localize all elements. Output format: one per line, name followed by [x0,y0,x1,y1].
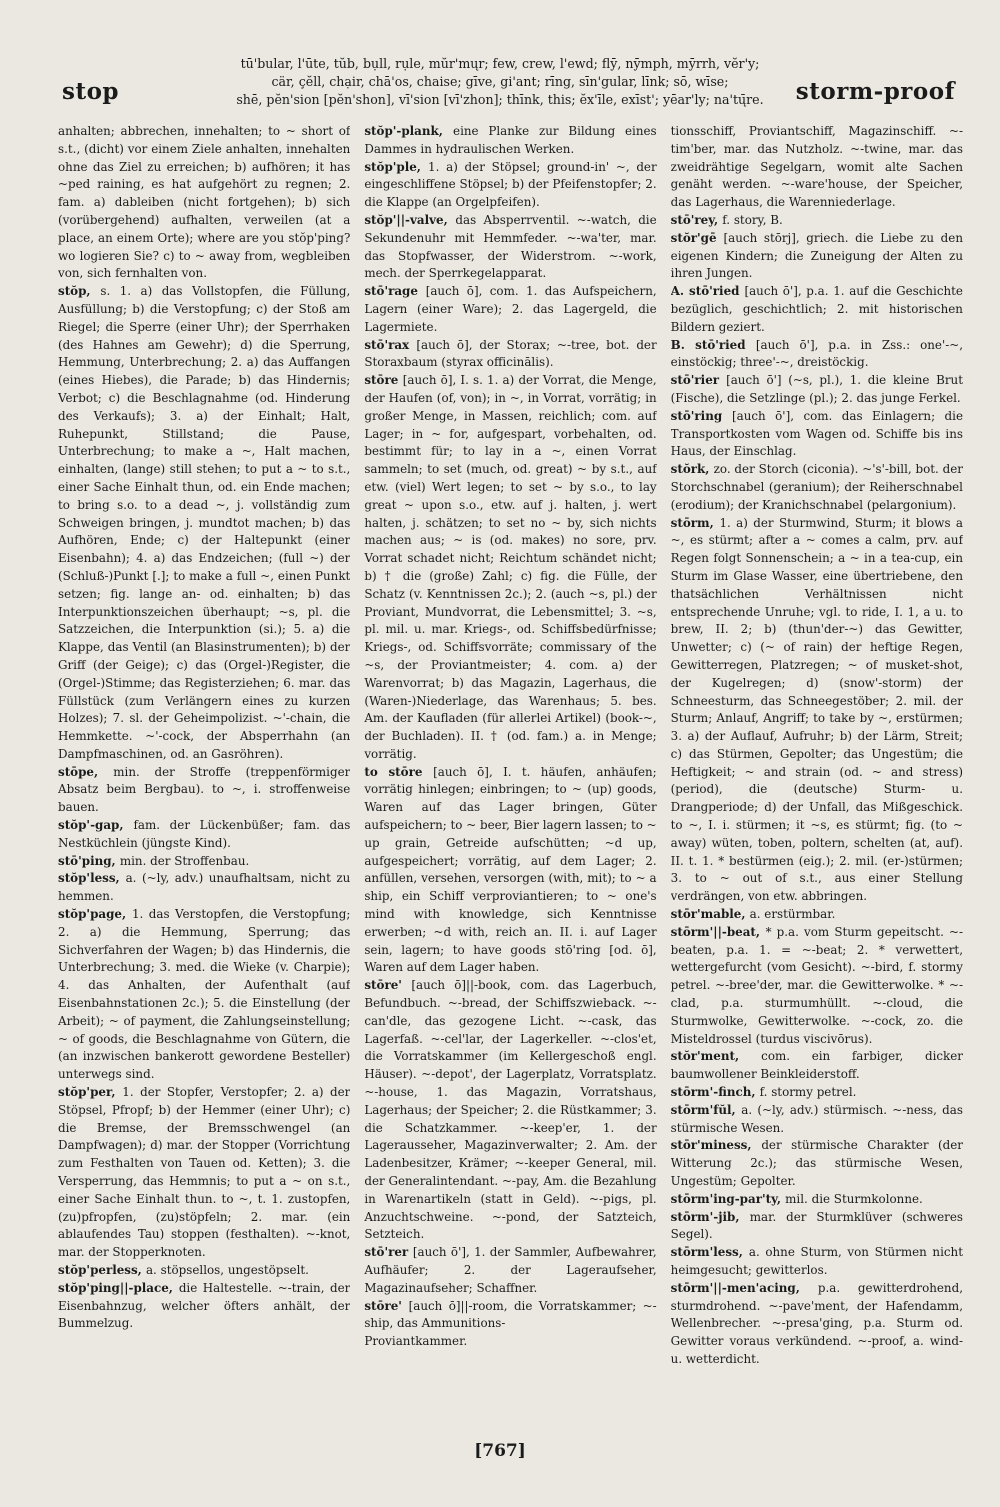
entry-definition: 1. a) der Stöpsel; ground-in' ~, der eingeschliffene Stöpsel; b) der Pfeifenstopfer; 2. die Klappe (an Orgelpfeifen). [364,159,657,210]
entry-definition: zo. der Storch (ciconia). ~'s'-bill, bot. der Storchschnabel (geranium); der Reiherschnabel (erodium); der Kranichschnabel (pelargonium). [670,462,963,512]
dictionary-entry [58,906,350,1084]
dictionary-entry [58,283,350,764]
entry-definition: com. ein farbiger, dicker baumwollener Beinkleiderstoff. [670,1049,963,1082]
pronunciation-key [220,55,780,109]
entry-definition: a. erstürmbar. [749,907,836,922]
dictionary-entry [364,283,656,336]
entry-definition: a. (~ly, adv.) unaufhaltsam, nicht zu hemmen. [58,871,351,904]
dictionary-entry [671,408,963,461]
column-left [58,123,350,1423]
dictionary-entry [58,1262,350,1280]
entry-headword: stŏp'less, [58,871,126,886]
entry-definition: a. (~ly, adv.) stürmisch. ~-ness, das stürmische Wesen. [670,1102,963,1135]
dictionary-entry [364,977,656,1244]
entry-headword: stŏp'-plank, [364,124,454,138]
dictionary-entry [671,461,963,514]
entry-definition: [auch ō'], p.a. 1. auf die Geschichte bezüglich, geschichtlich; 2. mit historischen Bildern geziert. [670,284,963,334]
dictionary-entry [364,1244,656,1297]
entry-headword: stō'rage [364,284,426,299]
dictionary-entry [671,283,963,336]
entry-definition: das Absperrventil. ~-watch, die Sekundenuhr mit Hemmfeder. ~-wa'ter, mar. das Stopfwasser, der Widerstrom. ~-work, mech. der Sperrkegelapparat. [364,212,657,281]
dictionary-entry [58,764,350,817]
dictionary-entry [58,853,350,871]
column-right [671,123,963,1423]
entry-headword: stōrm'||-beat, [670,924,766,939]
entry-headword: stōrm'-finch, [670,1085,760,1100]
entry-definition: * p.a. vom Sturm gepeitscht. ~-beaten, p.a. 1. = ~-beat; 2. * verwettert, wettergefurcht (vom Gesicht). ~-bird, f. stormy petrel. ~-bree'der, mar. die Gewitterwolke. * ~-clad, p.a. sturmumhüllt. ~-cloud, die Sturmwolke, Gewitterwolke. ~-cock, zo. die Misteldrossel (turdus viscivōrus). [670,924,963,1046]
entry-headword: stŏp'ping||-place, [58,1280,179,1295]
entry-headword: stō'rey, [670,212,723,227]
entry-headword: to stōre [364,764,434,779]
dictionary-entry [671,906,963,924]
entry-headword: stōpe, [58,764,114,779]
dictionary-entry [671,1102,963,1138]
entry-headword: stōrm'-jib, [670,1209,750,1224]
entry-definition: [auch ō]||-book, com. das Lagerbuch, Befundbuch. ~-bread, der Schiffszwieback. ~-can'dle, das gezogene Licht. ~-cask, das Lagerfaß. ~-cel'lar, der Lagerkeller. ~-clos'et, die Vorratskammer (im Kellergeschoß engl. Häuser). ~-depot', der Lagerplatz, Vorratsplatz. ~-house, 1. das Magazin, Vorratshaus, Lagerhaus; der Speicher; 2. die Rüstkammer; 3. die Schatzkammer. ~-keep'er, 1. der Lagerausseher, Magazinverwalter; 2. Am. der Ladenbesitzer, Krämer; ~-keeper General, mil. der Generalintendant. ~-pay, Am. die Bezahlung in Warenartikeln (statt in Geld). ~-pigs, pl. Anzuchtschweine. ~-pond, der Satzteich, Setzteich. [364,978,657,1242]
entry-headword: stŏr'gē [670,230,724,245]
entry-definition: [auch ō]||-room, die Vorratskammer; ~-ship, das Ammunitions- [364,1298,657,1331]
dictionary-entry [671,1048,963,1084]
entry-headword: stŏp'perless, [58,1263,146,1277]
entry-definition: [auch ō], der Storax; ~-tree, bot. der Storaxbaum (styrax officinālis). [364,337,657,370]
dictionary-entry [364,159,656,212]
left-guide-word: stop [62,78,119,105]
dictionary-entry [58,1084,350,1262]
entry-headword: stōre' [364,1298,409,1313]
dictionary-entry [671,1191,963,1209]
entry-definition: 1. a) der Sturmwind, Sturm; it blows a ~, es stürmt; after a ~ comes a calm, prv. auf Regen folgt Sonnenschein; a ~ in a tea-cup, ein Sturm im Glase Wasser, eine übertriebene, den thatsächlichen Verhältnissen nicht entsprechende Unruhe; vgl. to ride, I. 1, a u. to brew, II. 2; b) (thun'der-~) das Gewitter, Unwetter; c) (~ of rain) der heftige Regen, Gewitterregen, Platzregen; ~ of musket-shot, der Kugelregen; d) (snow'-storm) der Schneesturm, das Schneegestöber; 2. mil. der Sturm; Anlauf, Angriff; to take by ~, erstürmen; 3. a) der Auflauf, Aufruhr; b) der Lärm, Streit; c) das Stürmen, Gepolter; das Ungestüm; die Heftigkeit; ~ and strain (od. ~ and stress) (period), die (deutsche) Sturm- u. Drangperiode; d) der Unfall, das Mißgeschick. to ~, I. i. stürmen; it ~s, es stürmt; fig. (to ~ away) wüten, toben, poltern, schelten (at, auf). II. t. 1. * bestürmen (eig.); 2. mil. (er-)stürmen; 3. to ~ out of s.t., aus einer Stellung verdrängen, von etw. abbringen. [670,515,963,904]
entry-headword: stŏp'ple, [364,159,429,174]
entry-definition: 1. das Verstopfen, die Verstopfung; 2. a) die Hemmung, Sperrung; das Sichverfahren der Wagen; b) das Hindernis, die Unterbrechung; 3. med. die Wieke (v. Charpie); 4. das Anhalten, der Aufenthalt (auf Eisenbahnstationen 2c.); 5. die Einstellung (der Arbeit); ~ of payment, die Zahlungseinstellung; ~ of goods, die Beschlagnahme von Gütern, die (an inzwischen bankerott gewordene Besteller) unterwegs sind. [58,907,351,1082]
dictionary-entry [364,1333,656,1351]
entry-definition: [auch ō], I. t. häufen, anhäufen; vorrätig hinlegen; einbringen; to ~ (up) goods, Waren auf das Lager bringen, Güter aufspeichern; to ~ beer, Bier lagern lassen; to ~ up grain, Getreide aufschütten; ~d up, aufgespeichert; vorrätig, auf dem Lager; 2. anfüllen, versehen, versorgen (with, mit); to ~ a ship, ein Schiff verproviantieren; to ~ one's mind with knowledge, sich Kenntnisse erwerben; ~d with, reich an. II. i. auf Lager sein, lagern; to have goods stō'ring [od. ō], Waren auf dem Lager haben. [364,764,657,975]
dictionary-entry [671,1137,963,1190]
entry-definition: anhalten; abbrechen, innehalten; to ~ short of s.t., (dicht) vor einem Ziele anhalten, innehalten ohne das Ziel zu erreichen; b) aufhören; it has ~ped raining, es hat aufgehört zu regnen; 2. fam. a) dableiben (nicht fortgehen); b) sich (vorübergehend) aufhalten, verweilen (at a place, an einem Orte); where are you stŏp'ping? wo logieren Sie? c) to ~ away from, wegbleiben von, sich fernhalten von. [58,124,351,281]
entry-definition: mil. die Sturmkolonne. [785,1191,923,1206]
dictionary-entry [58,1280,350,1333]
dictionary-entry [671,212,963,230]
entry-definition: p.a. gewitterdrohend, sturmdrohend. ~-pave'ment, der Hafendamm, Wellenbrecher. ~-presa'ging, p.a. Sturm od. Gewitter voraus verkündend. ~-proof, a. wind- u. wetterdicht. [670,1280,963,1366]
entry-definition: eine Planke zur Bildung eines Dammes in hydraulischen Werken. [364,124,657,156]
entry-headword: stōre [364,373,403,388]
entry-definition: [auch ō'], com. das Einlagern; die Transportkosten vom Wagen od. Schiffe bis ins Haus, der Einschlag. [670,408,963,459]
dictionary-entry [364,1298,656,1334]
pronunciation-key-line: shē, pĕn'sion [pĕn'shon], vī'sion [vī'zhon]; thīnk, this; ĕx'īle, exīst'; yēar'ly; na'tų̄re. [236,92,764,107]
entry-headword: stŏr'ment, [670,1049,762,1064]
dictionary-entry [671,230,963,283]
entry-headword: stōr'miness, [670,1138,762,1153]
entry-definition: [auch ō'], 1. der Sammler, Aufbewahrer, Aufhäufer; 2. der Lageraufseher, Magazinaufseher; Schaffner. [364,1245,657,1295]
dictionary-entry [364,764,656,978]
dictionary-entry [671,1280,963,1369]
dictionary-entry [364,372,656,764]
entry-definition: f. story, B. [722,212,783,227]
entry-headword: B. stō'ried [670,337,756,352]
entry-headword: stŏp'page, [58,907,132,922]
dictionary-entry [364,212,656,283]
entry-headword: stōrm'ing-par'ty, [670,1191,786,1206]
page-number: [767] [474,1441,526,1461]
entry-definition: [auch ō'] (~s, pl.), 1. die kleine Brut (Fische), die Setzlinge (pl.); 2. das junge Ferkel. [670,373,963,405]
entry-headword: A. stō'ried [670,284,745,299]
dictionary-entry [58,123,350,283]
dictionary-entry [671,515,963,907]
dictionary-entry [671,1244,963,1280]
entry-headword: stōrm'fŭl, [670,1102,742,1117]
entry-definition: [auch ō], com. 1. das Aufspeichern, Lagern (einer Ware); 2. das Lagergeld, die Lagermiete. [364,284,657,334]
entry-headword: stōrm'less, [670,1245,749,1260]
entry-definition: min. der Stroffe (treppenförmiger Absatz beim Bergbau). to ~, i. stroffenweise bauen. [58,764,351,815]
entry-definition: min. der Stroffenbau. [119,853,250,868]
entry-headword: stō'ring [670,408,732,423]
entry-headword: stŏp, [58,284,101,299]
entry-definition: f. stormy petrel. [759,1085,857,1100]
entry-definition: [auch ō], I. s. 1. a) der Vorrat, die Menge, der Haufen (of, von); in ~, in Vorrat, vorrätig; in großer Menge, in Massen, reichlich; com. auf Lager; in ~ for, aufgespart, vorbehalten, od. bestimmt für; to lay in a ~, einen Vorrat sammeln; to set (much, od. great) ~ by s.t., auf etw. (viel) Wert legen; to set ~ by s.o., to lay great ~ upon s.o., etw. auf j. halten, j. wert halten, j. schätzen; to set no ~ by, sich nichts machen aus; ~ is (od. makes) no sore, prv. Vorrat schadet nicht; Reichtum schändet nicht; b) † die (große) Zahl; c) fig. die Fülle, der Schatz (v. Kenntnissen 2c.); 2. (auch ~s, pl.) der Proviant, Mundvorrat, die Lebensmittel; 3. ~s, pl. mil. u. mar. Kriegs-, od. Schiffsbedürfnisse; Kriegs-, od. Schiffsvorräte; commissary of the ~s, der Proviantmeister; 4. com. a) der Warenvorrat; b) das Magazin, Lagerhaus, die (Waren-)Niederlage, das Warenhaus; 5. bes. Am. der Kaufladen (für allerlei Artikel) (book-~, der Buchladen). II. † (od. fam.) a. in Menge; vorrätig. [364,373,657,761]
dictionary-entry [671,1209,963,1245]
entry-definition: [auch ō'], p.a. in Zss.: one'-~, einstöckig; three'-~, dreistöckig. [670,337,963,370]
dictionary-entry [671,123,963,212]
dictionary-entry [671,924,963,1049]
dictionary-entry [58,817,350,853]
entry-definition: s. 1. a) das Vollstopfen, die Füllung, Ausfüllung; b) die Verstopfung; c) der Stoß am Riegel; die Sperre (einer Uhr); der Sperrhaken (des Hahnes am Gewehr); d) die Sperrung, Hemmung, Unterbrechung; 2. a) das Auffangen (eines Hiebes), die Parade; b) das Hindernis; Verbot; c) die Beschlagnahme (od. Hinderung des Verkaufs); 3. a) der Einhalt; Halt, Ruhepunkt, Stillstand; die Pause, Unterbrechung; to make a ~, Halt machen, einhalten, (lange) still stehen; to put a ~ to s.t., einer Sache Einhalt thun, od. ein Ende machen; to bring s.o. to a dead ~, j. vollständig zum Schweigen bringen, j. mundtot machen; b) das Aufhören, Ende; c) der Haltepunkt (einer Eisenbahn); 4. a) das Endzeichen; (full ~) der (Schluß-)Punkt [.]; to make a full ~, einen Punkt setzen; fig. lange an- od. einhalten; b) das Interpunktionszeichen überhaupt; ~s, pl. die Satzzeichen, die Interpunktion (si.); 5. a) die Klappe, das Ventil (an Blasinstrumenten); b) der Griff (der Geige); c) das (Orgel-)Register, die (Orgel-)Stimme; das Registerziehen; 6. mar. das Füllstück (zum Verlängern eines zu kurzen Holzes); 7. sl. der Geheimpolizist. ~'-chain, die Hemmkette. ~'-cock, der Absperrhahn (an Dampfmaschinen, od. an Gasröhren). [58,284,351,761]
entry-definition: der stürmische Charakter (der Witterung 2c.); das stürmische Wesen, Ungestüm; Gepolter. [670,1138,963,1189]
right-guide-word: storm-proof [795,78,955,105]
dictionary-entry [671,1084,963,1102]
entry-definition: a. stöpsellos, ungestöpselt. [145,1263,309,1277]
entry-definition: Proviantkammer. [364,1334,468,1349]
dictionary-columns [58,123,963,1423]
pronunciation-key-line: tū'bular, l'ūte, tŭb, bụll, rụle, mŭr'mųr; few, crew, l'ewd; flȳ, nȳmph, mȳrrh, vĕr'y; [240,56,760,71]
entry-definition: a. ohne Sturm, von Stürmen nicht heimgesucht; gewitterlos. [670,1245,963,1277]
dictionary-entry [671,337,963,373]
dictionary-entry [364,123,656,159]
entry-headword: stō'rer [364,1245,413,1260]
dictionary-entry [671,372,963,408]
dictionary-entry [364,337,656,373]
entry-headword: stōr'mable, [670,907,750,922]
entry-definition: tionsschiff, Proviantschiff, Magazinschiff. ~-tim'ber, mar. das Nutzholz. ~-twine, mar. das zweidrähtige Segelgarn, womit alte Sachen genäht werden. ~-ware'house, der Speicher, das Lagerhaus, die Warenniederlage. [670,124,963,210]
column-middle [364,123,656,1423]
dictionary-entry [58,870,350,906]
pronunciation-key-line: cär, çĕll, chạir, chā'os, chaise; gīve, gi'ant; rīng, sīn'gular, līnk; sō, wīse; [271,74,729,89]
entry-headword: stŏp'per, [58,1085,123,1100]
entry-headword: stō'rier [670,373,727,388]
entry-headword: stō'ping, [58,853,120,868]
entry-headword: stŏp'-gap, [58,818,134,833]
entry-headword: stōrm, [670,515,720,530]
entry-definition: mar. der Sturmklüver (schweres Segel). [670,1209,963,1242]
entry-definition: [auch stōrj], griech. die Liebe zu den eigenen Kindern; die Zuneigung der Alten zu ihren Jungen. [670,230,963,281]
entry-definition: 1. der Stopfer, Verstopfer; 2. a) der Stöpsel, Pfropf; b) der Hemmer (einer Uhr); c) die Bremse, der Bremsschwengel (an Dampfwagen); d) mar. der Stopper (Vorrichtung zum Festhalten von Tauen od. Ketten); 3. die Versperrung, das Hemmnis; to put a ~ on s.t., einer Sache Einhalt thun. to ~, t. 1. zustopfen, (zu)pfropfen, (zu)stöpfeln; 2. mar. (ein ablaufendes Tau) stoppen (festhalten). ~-knot, mar. der Stopperknoten. [58,1085,351,1260]
entry-headword: stŏrk, [670,462,714,477]
entry-definition: die Haltestelle. ~-train, der Eisenbahnzug, welcher öfters anhält, der Bummelzug. [58,1280,351,1331]
entry-headword: stō'rax [364,337,417,352]
entry-headword: stōrm'||-men'acing, [670,1280,818,1295]
entry-headword: stŏp'||-valve, [364,212,456,227]
entry-headword: stōre' [364,978,412,993]
entry-definition: fam. der Lückenbüßer; fam. das Nestküchlein (jüngste Kind). [58,818,351,850]
